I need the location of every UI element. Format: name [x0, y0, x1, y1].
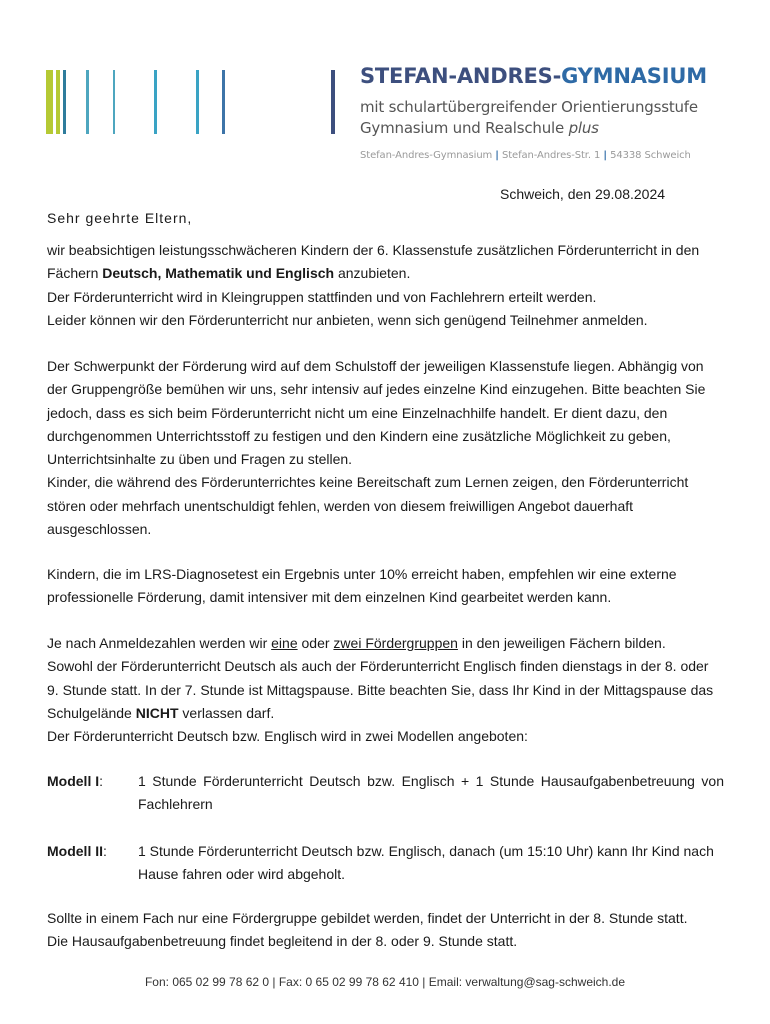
logo-bar	[86, 70, 89, 134]
school-address	[360, 150, 691, 161]
intro-line-1: wir beabsichtigen leistungsschwächeren Kindern der 6. Klassenstufe zusätzlichen Förderunterricht in den	[47, 242, 700, 258]
school-logo-bars	[46, 70, 236, 134]
paragraph-focus	[47, 355, 724, 541]
dateline: Schweich, den 29.08.2024	[500, 186, 666, 202]
salutation: Sehr geehrte Eltern,	[47, 210, 193, 226]
closing-line-1: Sollte in einem Fach nur eine Fördergruppe gebildet werden, findet der Unterricht in der 8. Stunde statt.	[47, 910, 688, 926]
address-separator: |	[495, 150, 499, 161]
intro-text: Fächern	[47, 265, 103, 282]
address-school: Stefan-Andres-Gymnasium	[360, 150, 493, 161]
groups-line-1	[47, 632, 724, 655]
intro-text: anzubieten.	[334, 265, 411, 282]
groups-text: in den jeweiligen Fächern bilden.	[457, 635, 666, 651]
logo-bar	[56, 70, 60, 134]
school-subtitle-2	[360, 119, 599, 137]
logo-bar	[63, 70, 66, 134]
models-intro: Der Förderunterricht Deutsch bzw. Englisch wird in zwei Modellen angeboten:	[47, 728, 528, 745]
schedule-text-part: verlassen darf.	[178, 704, 275, 721]
closing-line-2: Die Hausaufgabenbetreuung findet begleitend in der 8. oder 9. Stunde statt.	[47, 933, 518, 950]
exclusion-text: Kinder, die während des Förderunterrichtes keine Bereitschaft zum Lernen zeigen, den Förderunterricht stören oder mehrfach unentschuldigt fehlen, werden von diesem freiwilligen Angebot dauerhaft ausgeschlossen.	[47, 474, 689, 538]
lrs-text: Kindern, die im LRS-Diagnosetest ein Ergebnis unter 10% erreicht haben, empfehlen wir eine externe professionelle Förderung, damit intensiver mit dem einzelnen Kind gearbeitet werden kann.	[47, 566, 677, 606]
paragraph-groups	[47, 632, 724, 748]
school-name	[360, 64, 707, 88]
address-street: Stefan-Andres-Str. 1	[501, 150, 601, 161]
schedule-not-emphasis: NICHT	[135, 704, 179, 721]
address-separator: |	[603, 150, 607, 161]
groups-underlined-one: eine	[271, 635, 298, 651]
intro-line-2	[47, 262, 724, 285]
schedule-text-part: Sowohl der Förderunterricht Deutsch als auch der Förderunterricht Englisch finden dienstags in der 8. oder 9. Stunde statt. In der 7. Stunde ist Mittagspause. Bitte beachten Sie, dass Ihr Kind in der Mittagspause das Schulgelände	[47, 658, 714, 721]
model-2	[47, 840, 724, 886]
intro-line-4: Leider können wir den Förderunterricht nur anbieten, wenn sich genügend Teilnehmer anmelden.	[47, 311, 648, 328]
paragraph-intro	[47, 239, 724, 332]
logo-bar	[196, 70, 199, 134]
model-1	[47, 770, 724, 816]
model-1-description: 1 Stunde Förderunterricht Deutsch bzw. Englisch + 1 Stunde Hausaufgabenbetreuung von Fachlehrern	[138, 773, 724, 812]
focus-text: Der Schwerpunkt der Förderung wird auf dem Schulstoff der jeweiligen Klassenstufe liegen. Abhängig von der Gruppengröße bemühen wir uns, sehr intensiv auf jedes einzelne Kind einzugehen. Bitte beachten Sie jedoch, dass es sich beim Förderunterricht nicht um eine Einzelnachhilfe handelt. Er dient dazu, den durchgenommen Unterrichtsstoff zu festigen und den Kindern eine zusätzliche Möglichkeit zu geben, Unterrichtsinhalte zu üben und Fragen zu stellen.	[47, 358, 706, 468]
school-name-part1: STEFAN-ANDRES-	[360, 64, 562, 88]
logo-bar	[222, 70, 225, 134]
intro-line-3: Der Förderunterricht wird in Kleingruppen stattfinden und von Fachlehrern erteilt werden.	[47, 288, 597, 305]
model-2-label: Modell II:	[47, 843, 107, 859]
model-label-text: Modell I	[47, 773, 100, 789]
paragraph-closing	[47, 907, 724, 954]
address-city: 54338 Schweich	[610, 150, 691, 161]
model-2-description: 1 Stunde Förderunterricht Deutsch bzw. Englisch, danach (um 15:10 Uhr) kann Ihr Kind nach Hause fahren oder wird abgeholt.	[138, 843, 714, 882]
groups-text: oder	[297, 635, 334, 651]
groups-text: Je nach Anmeldezahlen werden wir	[47, 635, 272, 651]
model-1-label: Modell I:	[47, 773, 104, 789]
school-name-part2: GYMNASIUM	[561, 64, 707, 88]
school-type: Gymnasium und Realschule	[360, 119, 564, 137]
schedule-text	[47, 655, 724, 725]
school-type-plus: plus	[568, 119, 599, 137]
logo-bar	[154, 70, 157, 134]
model-label-text: Modell II	[47, 843, 103, 859]
school-subtitle-1: mit schulartübergreifender Orientierungsstufe	[360, 98, 698, 116]
header-divider	[331, 70, 335, 134]
logo-bar	[113, 70, 115, 134]
intro-subjects: Deutsch, Mathematik und Englisch	[102, 265, 335, 282]
paragraph-lrs	[47, 563, 724, 610]
logo-bar	[46, 70, 53, 134]
footer-contact: Fon: 065 02 99 78 62 0 | Fax: 0 65 02 99 78 62 410 | Email: verwaltung@sag-schweich.de	[144, 975, 626, 989]
groups-underlined-two: zwei Fördergruppen	[333, 635, 458, 651]
